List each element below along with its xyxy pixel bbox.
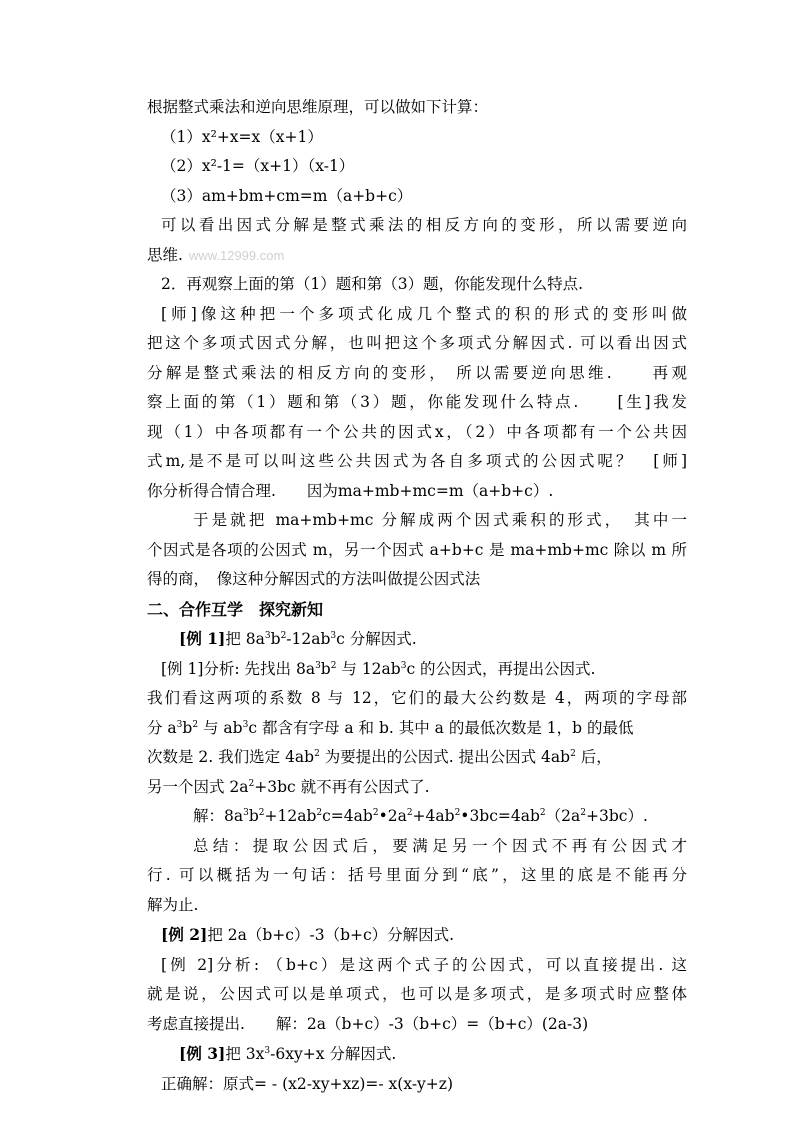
text: 把这个多项式因式分解，也叫把这个多项式分解因式. 可以看出因式 <box>147 334 687 352</box>
text: 式m,是不是可以叫这些公共因式为各自多项式的公因式呢？ [师] <box>147 452 687 470</box>
text: 行. 可以概括为一句话：括号里面分到“底”，这里的底是不能再分 <box>147 866 687 884</box>
example-1-statement <box>147 624 687 655</box>
text: 总结：提取公因式后，要满足另一个因式不再有公因式才 <box>193 836 687 855</box>
text: 你分析得合情合理. 因为ma+mb+mc=m（a+b+c）. <box>147 481 554 500</box>
text: +4ab <box>412 807 455 825</box>
analysis-line <box>147 714 687 744</box>
exponent: 3 <box>242 719 249 730</box>
paragraph-line <box>147 211 687 241</box>
text: 察上面的第（1）题和第（3）题，你能发现什么特点. [生]我发 <box>147 393 687 411</box>
solution-line <box>147 1070 687 1100</box>
text: [例 2]分析: （b+c）是这两个式子的公因式，可以直接提出. 这 <box>161 955 687 974</box>
text: 与 ab <box>198 718 243 737</box>
text: [师]像这种把一个多项式化成几个整式的积的形式的变形叫做 <box>161 304 687 323</box>
example-2-statement <box>147 920 687 951</box>
equation-line <box>147 123 687 153</box>
example-label: [例 2] <box>161 925 208 944</box>
paragraph-line <box>147 506 687 536</box>
paragraph-line <box>147 565 687 595</box>
text: 与 12ab <box>336 659 401 678</box>
exponent: 2 <box>258 807 265 818</box>
text: +3bc）. <box>586 807 648 825</box>
equation-line <box>147 182 687 212</box>
text: b <box>248 807 259 825</box>
text: 把 8a <box>225 630 265 648</box>
analysis-line <box>147 655 687 685</box>
paragraph-line <box>147 270 687 300</box>
paragraph-line <box>147 329 687 359</box>
example-3-statement <box>147 1039 687 1070</box>
text: 为要提出的公因式. 提出公因式 4ab <box>319 748 571 766</box>
text: [例 1]分析: 先找出 8a <box>161 659 316 678</box>
solution-line <box>147 802 687 832</box>
text: 思维. <box>147 245 183 264</box>
text: （1）x²+x=x（x+1） <box>161 127 323 146</box>
text: 我们看这两项的系数 8 与 12，它们的最大公约数是 4，两项的字母部 <box>147 689 687 707</box>
exponent: 3 <box>330 630 337 641</box>
text: c 都含有字母 a 和 b. 其中 a 的最低次数是 1，b 的最低 <box>248 718 634 737</box>
paragraph-line <box>147 359 687 389</box>
text: b <box>270 630 281 648</box>
paragraph-line <box>147 388 687 418</box>
document-body <box>147 93 687 1099</box>
exponent: 2 <box>280 630 287 641</box>
text: c=4ab <box>322 807 373 825</box>
text: -6xy+x 分解因式. <box>270 1045 397 1063</box>
text: 分解是整式乘法的相反方向的变形， 所以需要逆向思维. 再观 <box>147 363 687 382</box>
text: 解为止. <box>147 895 199 914</box>
text: 得的商， 像这种分解因式的方法叫做提公因式法 <box>147 570 481 588</box>
text: 次数是 2. 我们选定 4ab <box>147 748 315 766</box>
analysis-line <box>147 951 687 981</box>
exponent: 2 <box>539 807 546 818</box>
text: c 分解因式. <box>336 630 417 648</box>
text: b <box>182 718 193 737</box>
text: 现（1）中各项都有一个公共的因式x，（2）中各项都有一个公共因 <box>147 422 687 441</box>
exponent: 2 <box>580 807 586 818</box>
exponent: 2 <box>248 778 255 789</box>
analysis-line <box>147 773 687 803</box>
text: 考虑直接提出. 解：2a（b+c）-3（b+c）=（b+c）(2a-3) <box>147 1014 589 1033</box>
example-label: [例 1] <box>179 629 226 648</box>
text: +12ab <box>264 807 317 825</box>
text: 就是说，公因式可以是单项式，也可以是多项式，是多项式时应整体 <box>147 985 687 1003</box>
exponent: 2 <box>406 807 413 818</box>
paragraph-line <box>147 93 687 123</box>
text: 个因式是各项的公因式 m，另一个因式 a+b+c 是 ma+mb+mc 除以 m 所 <box>147 540 687 559</box>
text: c 的公因式，再提出公因式. <box>406 659 596 678</box>
paragraph-line <box>147 447 687 477</box>
exponent: 3 <box>176 719 183 730</box>
example-label: [例 3] <box>179 1044 226 1063</box>
text: •2a <box>378 807 407 825</box>
analysis-line <box>147 743 687 773</box>
text: 正确解：原式= - (x2-xy+xz)=- x(x-y+z) <box>161 1074 454 1093</box>
text: 根据整式乘法和逆向思维原理，可以做如下计算： <box>147 98 489 116</box>
text: （2a <box>545 807 581 825</box>
summary-line <box>147 832 687 862</box>
exponent: 2 <box>570 748 576 759</box>
exponent: 3 <box>264 1045 271 1056</box>
text: 2．再观察上面的第（1）题和第（3）题，你能发现什么特点. <box>161 275 584 293</box>
text: 另一个因式 2a <box>147 777 249 796</box>
paragraph-line <box>147 477 687 507</box>
exponent: 3 <box>243 807 249 818</box>
exponent: 3 <box>400 660 407 671</box>
exponent: 2 <box>454 807 461 818</box>
exponent: 3 <box>264 630 271 641</box>
watermark: www.12999.com <box>188 247 285 263</box>
text: 把 2a（b+c）-3（b+c）分解因式. <box>207 926 455 944</box>
exponent: 2 <box>372 807 379 818</box>
summary-line <box>147 861 687 891</box>
text: 后， <box>575 748 612 766</box>
text: 可以看出因式分解是整式乘法的相反方向的变形，所以需要逆向 <box>161 216 687 234</box>
text: -12ab <box>286 630 331 648</box>
equation-line <box>147 152 687 182</box>
analysis-line <box>147 684 687 714</box>
text: （2）x²-1=（x+1）（x-1） <box>161 157 355 175</box>
text: （3）am+bm+cm=m（a+b+c） <box>161 186 413 205</box>
summary-line <box>147 891 687 921</box>
analysis-line <box>147 980 687 1010</box>
exponent: 2 <box>316 807 323 818</box>
section-heading: 二、合作互学 探究新知 <box>147 599 324 619</box>
text: •3bc=4ab <box>460 807 540 825</box>
exponent: 2 <box>192 719 199 730</box>
paragraph-line <box>147 241 687 271</box>
exponent: 2 <box>314 748 320 759</box>
paragraph-line <box>147 418 687 448</box>
paragraph-line <box>147 300 687 330</box>
analysis-line <box>147 1010 687 1040</box>
paragraph-line <box>147 536 687 566</box>
text: +3bc 就不再有公因式了. <box>254 777 430 796</box>
text: 解：8a <box>193 807 244 825</box>
exponent: 3 <box>315 660 321 671</box>
text: 把 3x <box>225 1045 265 1063</box>
text: 于是就把 ma+mb+mc 分解成两个因式乘积的形式， 其中一 <box>193 511 687 529</box>
exponent: 2 <box>330 660 337 671</box>
text: 分 a <box>147 718 177 737</box>
text: b <box>320 659 331 678</box>
